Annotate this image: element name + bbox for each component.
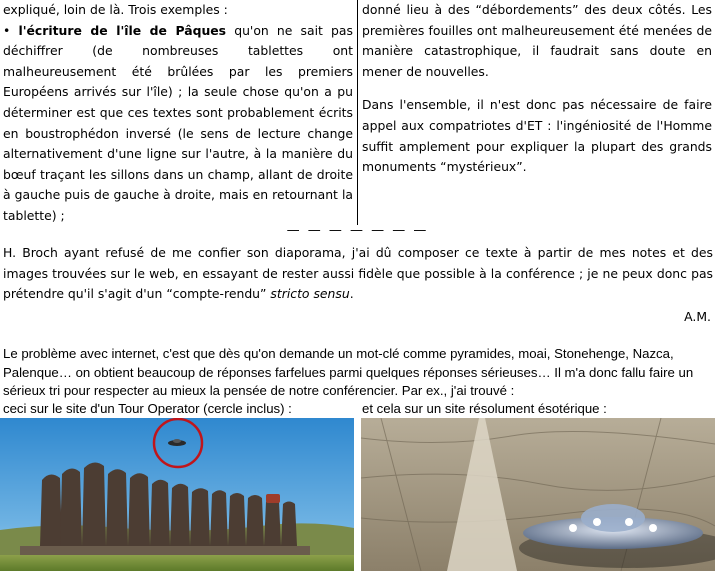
right-paragraph-2: Dans l'ensemble, il n'est donc pas nécessaire de faire appel aux compatriotes d'ET : l'ingéniosité de l'Homme suffit amplement pour expliquer la plupart des grands monuments “mystérieux”. xyxy=(362,97,712,175)
moai-photo-drawing xyxy=(0,418,354,571)
left-intro: expliqué, loin de là. Trois exemples : xyxy=(3,2,228,17)
body-paragraph: Le problème avec internet, c'est que dès qu'on demande un mot-clé comme pyramides, moai, Stonehenge, Nazca, Palenque… on obtient beaucoup de réponses farfelues parmi quelques réponses sérieuses… Il m'a donc fallu faire un sérieux tri pour respecter au mieux la pensée de notre conférencier. Par ex., j'ai trouvé : xyxy=(3,346,694,399)
section-separator: — — — — — — — xyxy=(286,223,429,238)
pukao-hat xyxy=(266,494,280,503)
grass xyxy=(0,555,354,571)
left-column xyxy=(3,0,353,227)
right-column xyxy=(362,0,712,178)
nazca-photo-drawing xyxy=(361,418,715,571)
column-divider xyxy=(357,0,358,225)
author-note xyxy=(3,243,713,305)
moai-ufo-photo xyxy=(0,418,354,571)
author-note-end: . xyxy=(349,286,354,302)
author-note-text: H. Broch ayant refusé de me confier son diaporama, j'ai dû composer ce texte à partir de mes notes et des images trouvées sur le web, en essayant de rester aussi fidèle que possible à la conférence ; je ne peux donc pas prétendre qu'il s'agit d'un “compte-rendu” xyxy=(3,245,713,302)
signature: A.M. xyxy=(684,309,711,324)
caption-right: et cela sur un site résolument ésotérique : xyxy=(362,401,607,416)
body-paragraph-block xyxy=(3,345,715,401)
easter-island-paragraph xyxy=(3,21,353,227)
nazca-ufo-photo xyxy=(361,418,715,571)
platform xyxy=(20,546,310,555)
saucer-dome xyxy=(581,504,645,532)
bold-term: l'écriture de l'île de Pâques xyxy=(18,22,227,38)
right-paragraph-1: donné lieu à des “débordements” des deux côtés. Les premières fouilles ont malheureusement été menées de manière catastrophique, il faudrait sans doute en mener de nouvelles. xyxy=(362,2,712,79)
author-note-italic: stricto sensu xyxy=(270,286,350,302)
caption-left: ceci sur le site d'un Tour Operator (cercle inclus) : xyxy=(3,401,292,416)
easter-island-text: qu'on ne sait pas déchiffrer (de nombreuses tablettes ont malheureusement été brûlées par les premiers Européens arrivés sur l'île) ; la seule chose qu'on a pu déterminer est que ces textes sont probablement écrits en boustrophédon inversé (le sens de lecture change alternativement d'une ligne sur l'autre, à la manière du bœuf traçant les sillons dans un champ, allant de droite à gauche puis de gauche à droite, mais en retournant la tablette) ; xyxy=(3,22,353,223)
bullet: • xyxy=(3,22,11,38)
